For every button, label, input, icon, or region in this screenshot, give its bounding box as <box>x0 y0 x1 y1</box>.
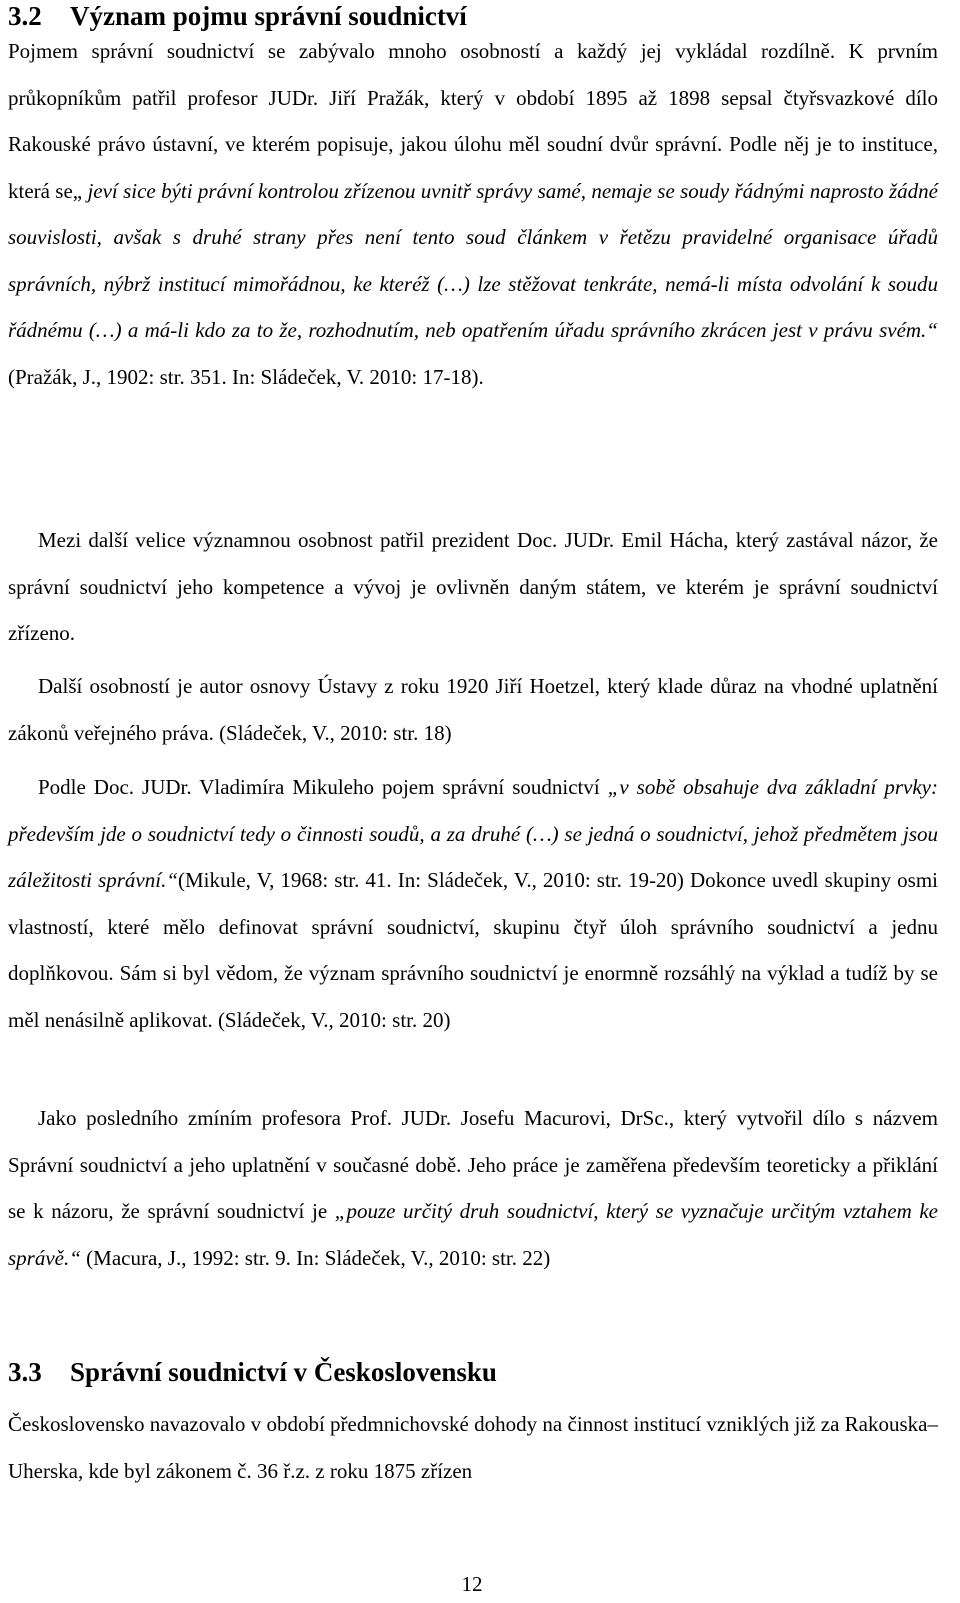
paragraph-macur <box>8 1095 938 1281</box>
paragraph-text: Jako posledního zmíním profesora Prof. JUDr. Josefu Macurovi, DrSc., který vytvořil dílo s názvem Správní soudnictví a jeho uplatnění v současné době. Jeho práce je zaměřena především teoreticky a přiklání se k názoru, že správní soudnictví je <box>8 1106 938 1223</box>
section-number: 3.2 <box>8 1 42 31</box>
paragraph-hoetzel <box>8 663 938 756</box>
paragraph-text: Československo navazovalo v období předmnichovské dohody na činnost institucí vzniklých již za Rakouska–Uherska, kde byl zákonem č. 36 ř.z. z roku 1875 zřízen <box>8 1412 938 1483</box>
paragraph-text: (Mikule, V, 1968: str. 41. In: Sládeček, V., 2010: str. 19-20) Dokonce uvedl skupiny osmi vlastností, které mělo definovat správní soudnictví, skupinu čtyř úloh správního soudnictví a jednu doplňkovou. Sám si byl vědom, že význam správního soudnictví je enormně rozsáhlý na výklad a tudíž by se měl nenásilně aplikovat. (Sládeček, V., 2010: str. 20) <box>8 868 938 1032</box>
paragraph-mikule <box>8 764 938 1043</box>
page-number: 12 <box>461 1572 483 1596</box>
section-number: 3.3 <box>8 1357 42 1387</box>
section-title: Význam pojmu správní soudnictví <box>70 1 467 31</box>
quotation-text: „v sobě obsahuje dva základní prvky: především jde o soudnictví tedy o činnosti soudů, a za druhé (…) se jedná o soudnictví, jehož předmětem jsou záležitosti správní.“ <box>8 775 938 892</box>
paragraph-text: Mezi další velice významnou osobnost patřil prezident Doc. JUDr. Emil Hácha, který zastával názor, že správní soudnictví jeho kompetence a vývoj je ovlivněn daným státem, ve kterém je správní soudnictví zřízeno. <box>8 528 938 645</box>
paragraph-ceskoslovensko <box>8 1401 938 1494</box>
paragraph-text: (Pražák, J., 1902: str. 351. In: Sládeček, V. 2010: 17-18). <box>8 364 484 389</box>
quotation-text: jeví sice býti právní kontrolou zřízenou uvnitř správy samé, nemaje se soudy řádnými naprosto žádné souvislosti, avšak s druhé strany přes není tento soud článkem v řetězu pravidelné organisace úřadů správních, nýbrž institucí mimořádnou, ke kteréž (…) lze stěžovat tenkráte, nemá-li místa odvolání k soudu řádnému (…) a má-li kdo za to že, rozhodnutím, neb opatřením úřadu správního zkrácen jest v právu svém.“ <box>8 178 938 342</box>
paragraph-prazak <box>8 28 938 400</box>
quotation-text: „pouze určitý druh soudnictví, který se vyznačuje určitým vztahem ke správě.“ <box>8 1199 938 1270</box>
paragraph-hacha <box>8 517 938 657</box>
section-heading-3-3 <box>8 1355 497 1389</box>
paragraph-text: Podle Doc. JUDr. Vladimíra Mikuleho pojem správní soudnictví <box>38 775 608 799</box>
paragraph-text: Další osobností je autor osnovy Ústavy z roku 1920 Jiří Hoetzel, který klade důraz na vhodné uplatnění zákonů veřejného práva. (Sládeček, V., 2010: str. 18) <box>8 674 938 745</box>
section-title: Správní soudnictví v Československu <box>70 1357 497 1387</box>
paragraph-text: Pojmem správní soudnictví se zabývalo mnoho osobností a každý jej vykládal rozdílně. K prvním průkopníkům patřil profesor JUDr. Jiří Pražák, který v období 1895 až 1898 sepsal čtyřsvazkové dílo Rakouské právo ústavní, ve kterém popisuje, jakou úlohu měl soudní dvůr správní. Podle něj je to instituce, která se„ <box>8 39 938 203</box>
paragraph-text: (Macura, J., 1992: str. 9. In: Sládeček, V., 2010: str. 22) <box>80 1245 551 1270</box>
